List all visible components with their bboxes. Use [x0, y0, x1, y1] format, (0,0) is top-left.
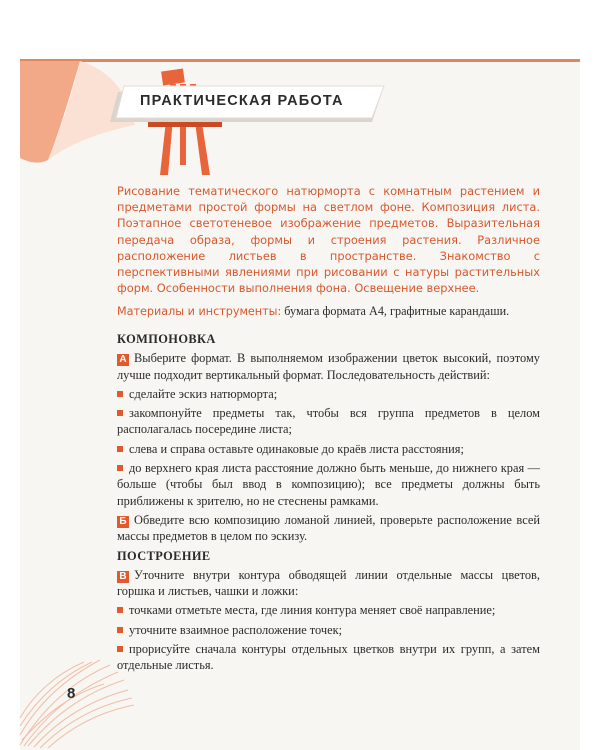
step-a [117, 350, 540, 383]
bullet-icon [117, 446, 123, 452]
list-item [117, 641, 540, 674]
step-letter-badge: Б [117, 516, 129, 528]
step-v-text: Уточните внутри контура обводящей линии отдельные массы цветов, горшка и листьев, чашки и ложки: [117, 567, 540, 599]
list-item [117, 405, 540, 438]
list-item-text: сделайте эскиз натюрморта; [129, 386, 278, 401]
intro-paragraph: Рисование тематического натюрморта с комнатным растением и предметами простой формы на светлом фоне. Композиция листа. Поэтапное светотеневое изображение предметов. Выразительная передача образа, формы и строения растения. Различное расположение листьев в пространстве. Знакомство с перспективными явлениями при рисовании с натуры растительных форм. Особенности выполнения фона. Освещение верхнее. [117, 184, 540, 296]
list-item [117, 441, 540, 457]
bullet-icon [117, 465, 123, 471]
step-letter-badge: В [117, 571, 129, 583]
list-item-text: точками отметьте места, где линия контура меняет своё направление; [129, 603, 496, 618]
step-b [117, 512, 540, 545]
list-item-text: слева и справа оставьте одинаковые до краёв листа расстояния; [129, 441, 464, 456]
section-heading-composition: КОМПОНОВКА [117, 332, 216, 346]
section-heading-construction: ПОСТРОЕНИЕ [117, 548, 211, 563]
page-title: ПРАКТИЧЕСКАЯ РАБОТА [140, 93, 344, 109]
bullet-icon [117, 391, 123, 397]
step-v [117, 567, 540, 600]
list-item-text: уточните взаимное расположение точек; [129, 622, 343, 637]
instructions [117, 329, 540, 677]
step-b-text: Обведите всю композицию ломаной линией, проверьте расположение всей массы предметов в целом по эскизу. [117, 512, 540, 544]
materials-line [117, 304, 547, 319]
list-item [117, 622, 540, 638]
bullet-icon [117, 410, 123, 416]
bullet-icon [117, 607, 123, 613]
list-item-text: до верхнего края листа расстояние должно быть меньше, до нижнего края — больше (чтобы был ввод в композицию); все предметы должны быть приближены к зрителю, но не стеснены рамками. [117, 461, 540, 508]
page-number: 8 [67, 685, 76, 702]
materials-text: бумага формата А4, графитные карандаши. [281, 304, 510, 318]
list-item [117, 386, 540, 402]
list-item [117, 602, 540, 618]
bullet-icon [117, 627, 123, 633]
bullet-icon [117, 646, 123, 652]
step-letter-badge: А [117, 354, 129, 366]
list-item-text: закомпонуйте предметы так, чтобы вся группа предметов в целом располагалась посередине листа; [117, 406, 540, 437]
step-a-text: Выберите формат. В выполняемом изображении цветок высокий, поэтому лучше подходит вертикальный формат. Последовательность действий: [117, 351, 540, 382]
list-item-text: прорисуйте сначала контуры отдельных цветков внутри их групп, а затем отдельные листья. [117, 642, 540, 673]
list-item [117, 460, 540, 509]
materials-label: Материалы и инструменты: [117, 305, 282, 318]
